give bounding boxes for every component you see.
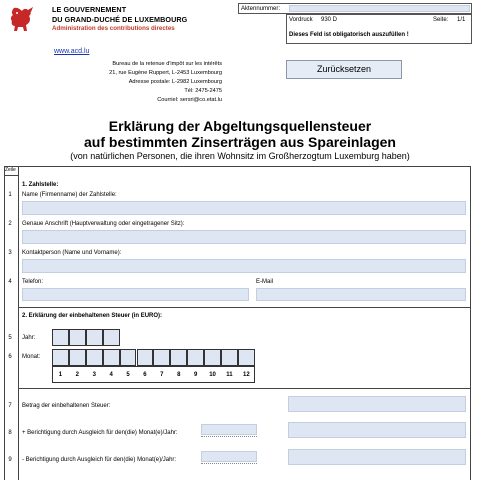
section-divider bbox=[18, 307, 470, 308]
monat-number: 8 bbox=[177, 372, 181, 378]
vordruck-value: 930 D bbox=[321, 17, 338, 23]
jahr-digit-input[interactable] bbox=[86, 329, 103, 346]
monat-number: 12 bbox=[242, 372, 250, 378]
monat-checkbox[interactable] bbox=[170, 349, 187, 366]
reset-button[interactable]: Zurücksetzen bbox=[286, 60, 402, 79]
form-subtitle: (von natürlichen Personen, die ihren Wohnsitz im Großherzogtum Luxemburg haben) bbox=[70, 151, 410, 161]
monat-number-row bbox=[52, 366, 255, 383]
berichtigung-minus-label: - Berichtigung durch Ausgleich für den(die) Monat(e)/Jahr: bbox=[22, 457, 177, 463]
monat-number: 4 bbox=[109, 372, 113, 378]
jahr-label: Jahr: bbox=[22, 335, 36, 341]
row-number: 7 bbox=[8, 403, 12, 409]
monat-number: 7 bbox=[160, 372, 164, 378]
monat-number: 9 bbox=[193, 372, 198, 378]
monat-checkbox[interactable] bbox=[153, 349, 170, 366]
row-number: 3 bbox=[8, 250, 12, 256]
anschrift-input[interactable] bbox=[22, 230, 466, 244]
jahr-digit-input[interactable] bbox=[52, 329, 69, 346]
vordruck-label: Vordruck bbox=[289, 17, 313, 23]
monat-checkbox[interactable] bbox=[103, 349, 120, 366]
monat-number: 2 bbox=[75, 372, 79, 378]
monat-number: 5 bbox=[126, 372, 130, 378]
email-input[interactable] bbox=[256, 288, 466, 301]
monat-checkbox[interactable] bbox=[69, 349, 86, 366]
mandatory-note: Dieses Feld ist obligatorisch auszufüllen ! bbox=[289, 32, 409, 38]
telefon-label: Telefon: bbox=[22, 279, 44, 285]
telefon-input[interactable] bbox=[22, 288, 249, 301]
government-name-line2: DU GRAND-DUCHÉ DE LUXEMBOURG bbox=[52, 15, 188, 24]
monat-number: 11 bbox=[226, 372, 233, 378]
monat-checkbox[interactable] bbox=[204, 349, 221, 366]
aktennummer-box bbox=[238, 3, 472, 14]
berichtigung-minus-period-input[interactable] bbox=[201, 451, 257, 462]
form-title-line2: auf bestimmten Zinserträgen aus Spareinlagen bbox=[84, 134, 396, 150]
section1-title: 1. Zahlstelle: bbox=[22, 182, 59, 188]
jahr-digit-input[interactable] bbox=[69, 329, 86, 346]
betrag-label: Betrag der einbehaltenen Steuer: bbox=[22, 403, 111, 409]
address-line: Tél: 2475-2475 bbox=[184, 88, 222, 94]
jahr-digit-input[interactable] bbox=[103, 329, 120, 346]
luxembourg-lion-logo-icon bbox=[6, 4, 36, 34]
email-label: E-Mail bbox=[256, 279, 274, 285]
berichtigung-plus-period-input[interactable] bbox=[201, 424, 257, 435]
anschrift-label: Genaue Anschrift (Hauptverwaltung oder eingetragener Sitz): bbox=[22, 221, 185, 227]
monat-checkbox[interactable] bbox=[52, 349, 69, 366]
berichtigung-minus-amount-input[interactable] bbox=[288, 449, 466, 465]
seite-label: Seite: bbox=[433, 17, 449, 23]
kontaktperson-input[interactable] bbox=[22, 259, 466, 273]
berichtigung-plus-amount-input[interactable] bbox=[288, 422, 466, 438]
monat-checkbox[interactable] bbox=[221, 349, 238, 366]
section-divider bbox=[18, 388, 470, 389]
address-line: Bureau de la retenue d'impôt sur les intérêts bbox=[112, 61, 222, 67]
row-number: 8 bbox=[8, 430, 12, 436]
section2-title: 2. Erklärung der einbehaltenen Steuer (in EURO): bbox=[22, 313, 163, 319]
period-underline bbox=[201, 436, 257, 437]
row-number: 9 bbox=[8, 457, 12, 463]
address-line: Adresse postale: L-2982 Luxembourg bbox=[128, 79, 222, 85]
vordruck-box bbox=[286, 14, 472, 44]
seite-value: 1/1 bbox=[457, 17, 466, 23]
monat-checkbox[interactable] bbox=[238, 349, 255, 366]
row-number: 1 bbox=[8, 192, 12, 198]
form-title-line1: Erklärung der Abgeltungsquellensteuer bbox=[108, 118, 372, 134]
zahlstelle-name-label: Name (Firmenname) der Zahlstelle: bbox=[22, 192, 117, 198]
zeile-header: Zeile bbox=[5, 167, 16, 173]
zeile-header-divider bbox=[4, 175, 18, 176]
address-line: 21, rue Eugène Ruppert, L-2453 Luxembourg bbox=[109, 70, 222, 76]
row-number: 5 bbox=[8, 335, 12, 341]
aktennummer-input[interactable] bbox=[289, 5, 470, 12]
row-number: 4 bbox=[8, 279, 12, 285]
period-underline bbox=[201, 463, 257, 464]
berichtigung-plus-label: + Berichtigung durch Ausgleich für den(die) Monat(e)/Jahr: bbox=[22, 430, 178, 436]
monat-number: 1 bbox=[58, 372, 63, 378]
administration-name: Administration des contributions directes bbox=[52, 25, 175, 32]
monat-checkbox[interactable] bbox=[187, 349, 204, 366]
monat-label: Monat: bbox=[22, 354, 41, 360]
row-number: 6 bbox=[8, 354, 12, 360]
betrag-input[interactable] bbox=[288, 396, 466, 412]
address-line: Courriel: sersri@co.etat.lu bbox=[157, 97, 222, 103]
monat-checkbox[interactable] bbox=[86, 349, 103, 366]
monat-number: 6 bbox=[143, 372, 147, 378]
aktennummer-label: Aktennummer: bbox=[241, 6, 281, 12]
monat-checkbox[interactable] bbox=[137, 349, 154, 366]
row-number: 2 bbox=[8, 221, 12, 227]
monat-number: 10 bbox=[209, 372, 216, 378]
monat-checkbox[interactable] bbox=[120, 349, 137, 366]
kontaktperson-label: Kontaktperson (Name und Vorname): bbox=[22, 250, 122, 256]
website-link[interactable]: www.acd.lu bbox=[54, 48, 90, 55]
monat-number: 3 bbox=[92, 372, 96, 378]
zahlstelle-name-input[interactable] bbox=[22, 201, 466, 215]
government-name-line1: LE GOUVERNEMENT bbox=[52, 5, 127, 14]
